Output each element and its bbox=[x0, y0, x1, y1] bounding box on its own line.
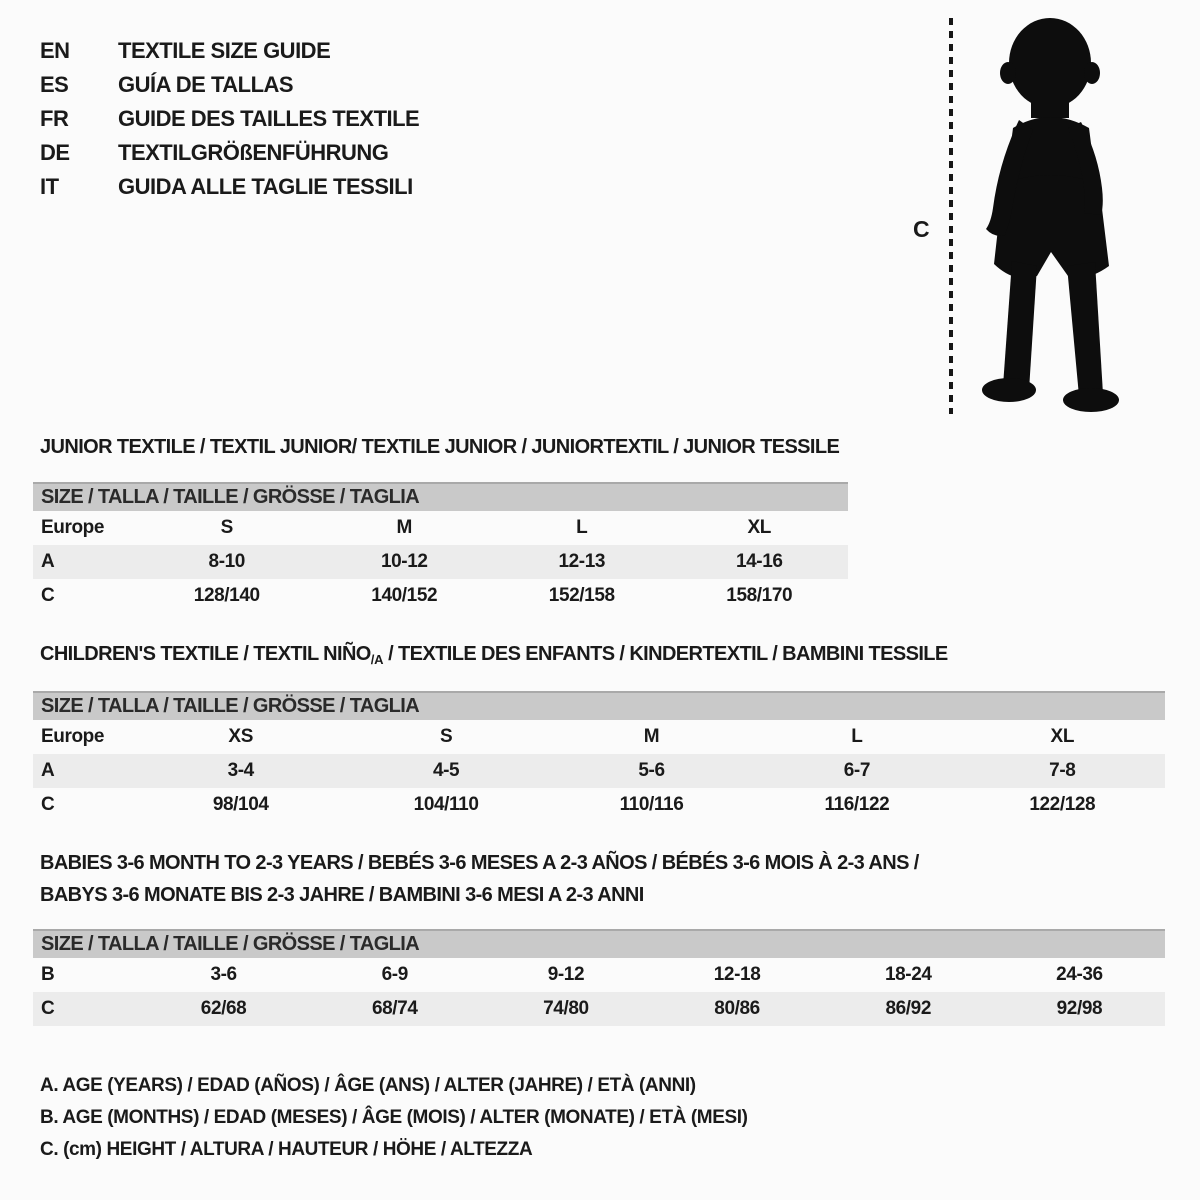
children-size-table bbox=[33, 691, 1165, 822]
value-cell: 116/122 bbox=[824, 794, 890, 815]
value-cell: 158/170 bbox=[726, 585, 793, 606]
height-cm-row bbox=[33, 992, 1165, 1026]
language-row bbox=[40, 170, 419, 204]
value-cell: 92/98 bbox=[1056, 998, 1103, 1019]
children-title-text: / TEXTILE DES ENFANTS / KINDERTEXTIL / BAMBINI TESSILE bbox=[383, 643, 948, 665]
value-cell: 24-36 bbox=[1056, 964, 1103, 985]
guide-title: GUÍA DE TALLAS bbox=[118, 72, 294, 97]
value-cell: 68/74 bbox=[371, 998, 418, 1019]
row-label: B bbox=[41, 964, 55, 985]
row-label: C bbox=[41, 998, 55, 1019]
junior-section-title: JUNIOR TEXTILE / TEXTIL JUNIOR/ TEXTILE JUNIOR / JUNIORTEXTIL / JUNIOR TESSILE bbox=[40, 436, 840, 458]
size-cell: L bbox=[851, 726, 863, 747]
language-row bbox=[40, 68, 419, 102]
language-code: EN bbox=[40, 38, 70, 63]
size-cell: L bbox=[576, 517, 588, 538]
size-cell: XL bbox=[747, 517, 771, 538]
babies-section-title bbox=[40, 847, 919, 911]
value-cell: 128/140 bbox=[193, 585, 260, 606]
value-cell: 12-13 bbox=[558, 551, 606, 572]
value-cell: 14-16 bbox=[735, 551, 783, 572]
value-cell: 9-12 bbox=[547, 964, 585, 985]
babies-title-line2: BABYS 3-6 MONATE BIS 2-3 JAHRE / BAMBINI 3-6 MESI A 2-3 ANNI bbox=[40, 884, 644, 906]
value-cell: 7-8 bbox=[1049, 760, 1076, 781]
size-header-bar: SIZE / TALLA / TAILLE / GRÖSSE / TAGLIA bbox=[33, 929, 1165, 958]
value-cell: 3-4 bbox=[227, 760, 254, 781]
value-cell: 4-5 bbox=[432, 760, 460, 781]
value-cell: 122/128 bbox=[1029, 794, 1096, 815]
language-row bbox=[40, 136, 419, 170]
height-measure-dashed-line bbox=[949, 18, 953, 414]
size-header-bar: SIZE / TALLA / TAILLE / GRÖSSE / TAGLIA bbox=[33, 482, 848, 511]
region-label: Europe bbox=[41, 517, 105, 538]
value-cell: 8-10 bbox=[208, 551, 245, 572]
legend-age-years: A. AGE (YEARS) / EDAD (AÑOS) / ÂGE (ANS) / ALTER (JAHRE) / ETÀ (ANNI) bbox=[40, 1075, 696, 1096]
size-header-bar: SIZE / TALLA / TAILLE / GRÖSSE / TAGLIA bbox=[33, 691, 1165, 720]
row-label: C bbox=[41, 585, 55, 606]
value-cell: 80/86 bbox=[714, 998, 760, 1019]
size-cell: S bbox=[439, 726, 453, 747]
value-cell: 3-6 bbox=[210, 964, 237, 985]
language-title-list bbox=[40, 34, 419, 204]
language-row bbox=[40, 102, 419, 136]
age-months-row bbox=[33, 958, 1165, 992]
guide-title: TEXTILGRÖßENFÜHRUNG bbox=[118, 140, 389, 165]
children-title-text: CHILDREN'S TEXTILE / TEXTIL NIÑO bbox=[40, 643, 371, 665]
age-years-row bbox=[33, 754, 1165, 788]
value-cell: 6-9 bbox=[381, 964, 408, 985]
size-row bbox=[33, 720, 1165, 754]
language-row bbox=[40, 34, 419, 68]
babies-title-line1: BABIES 3-6 MONTH TO 2-3 YEARS / BEBÉS 3-6 MESES A 2-3 AÑOS / BÉBÉS 3-6 MOIS À 2-3 ANS / bbox=[40, 852, 919, 874]
children-section-title bbox=[40, 643, 948, 667]
value-cell: 98/104 bbox=[212, 794, 269, 815]
value-cell: 62/68 bbox=[200, 998, 247, 1019]
value-cell: 12-18 bbox=[713, 964, 761, 985]
size-cell: S bbox=[220, 517, 233, 538]
language-code: DE bbox=[40, 140, 70, 165]
size-cell: XL bbox=[1050, 726, 1075, 747]
size-cell: M bbox=[396, 517, 412, 538]
guide-title: TEXTILE SIZE GUIDE bbox=[118, 38, 331, 63]
guide-title: GUIDE DES TAILLES TEXTILE bbox=[118, 106, 420, 131]
height-cm-row bbox=[33, 788, 1165, 822]
size-cell: M bbox=[643, 726, 660, 747]
measure-c-label: C bbox=[913, 216, 930, 242]
age-years-row bbox=[33, 545, 848, 579]
legend-height-cm: C. (cm) HEIGHT / ALTURA / HAUTEUR / HÖHE / ALTEZZA bbox=[40, 1139, 533, 1160]
value-cell: 10-12 bbox=[380, 551, 428, 572]
junior-size-table bbox=[33, 482, 848, 613]
legend-age-months: B. AGE (MONTHS) / EDAD (MESES) / ÂGE (MOIS) / ALTER (MONATE) / ETÀ (MESI) bbox=[40, 1107, 748, 1128]
babies-size-table bbox=[33, 929, 1165, 1026]
height-measure-figure bbox=[905, 14, 1155, 422]
value-cell: 140/152 bbox=[371, 585, 438, 606]
region-label: Europe bbox=[41, 726, 105, 747]
language-code: ES bbox=[40, 72, 69, 97]
value-cell: 152/158 bbox=[548, 585, 615, 606]
value-cell: 18-24 bbox=[884, 964, 932, 985]
size-cell: XS bbox=[228, 726, 253, 747]
size-row bbox=[33, 511, 848, 545]
language-code: IT bbox=[40, 174, 59, 199]
measurement-legend bbox=[40, 1070, 748, 1166]
children-title-subscript: /A bbox=[370, 652, 384, 667]
value-cell: 110/116 bbox=[619, 794, 684, 815]
value-cell: 74/80 bbox=[543, 998, 589, 1019]
guide-title: GUIDA ALLE TAGLIE TESSILI bbox=[118, 174, 413, 199]
row-label: C bbox=[41, 794, 55, 815]
value-cell: 6-7 bbox=[843, 760, 871, 781]
row-label: A bbox=[41, 551, 55, 572]
height-cm-row bbox=[33, 579, 848, 613]
value-cell: 86/92 bbox=[885, 998, 932, 1019]
value-cell: 104/110 bbox=[413, 794, 479, 815]
row-label: A bbox=[41, 760, 55, 781]
toddler-silhouette-icon bbox=[967, 16, 1142, 416]
language-code: FR bbox=[40, 106, 69, 131]
value-cell: 5-6 bbox=[638, 760, 665, 781]
